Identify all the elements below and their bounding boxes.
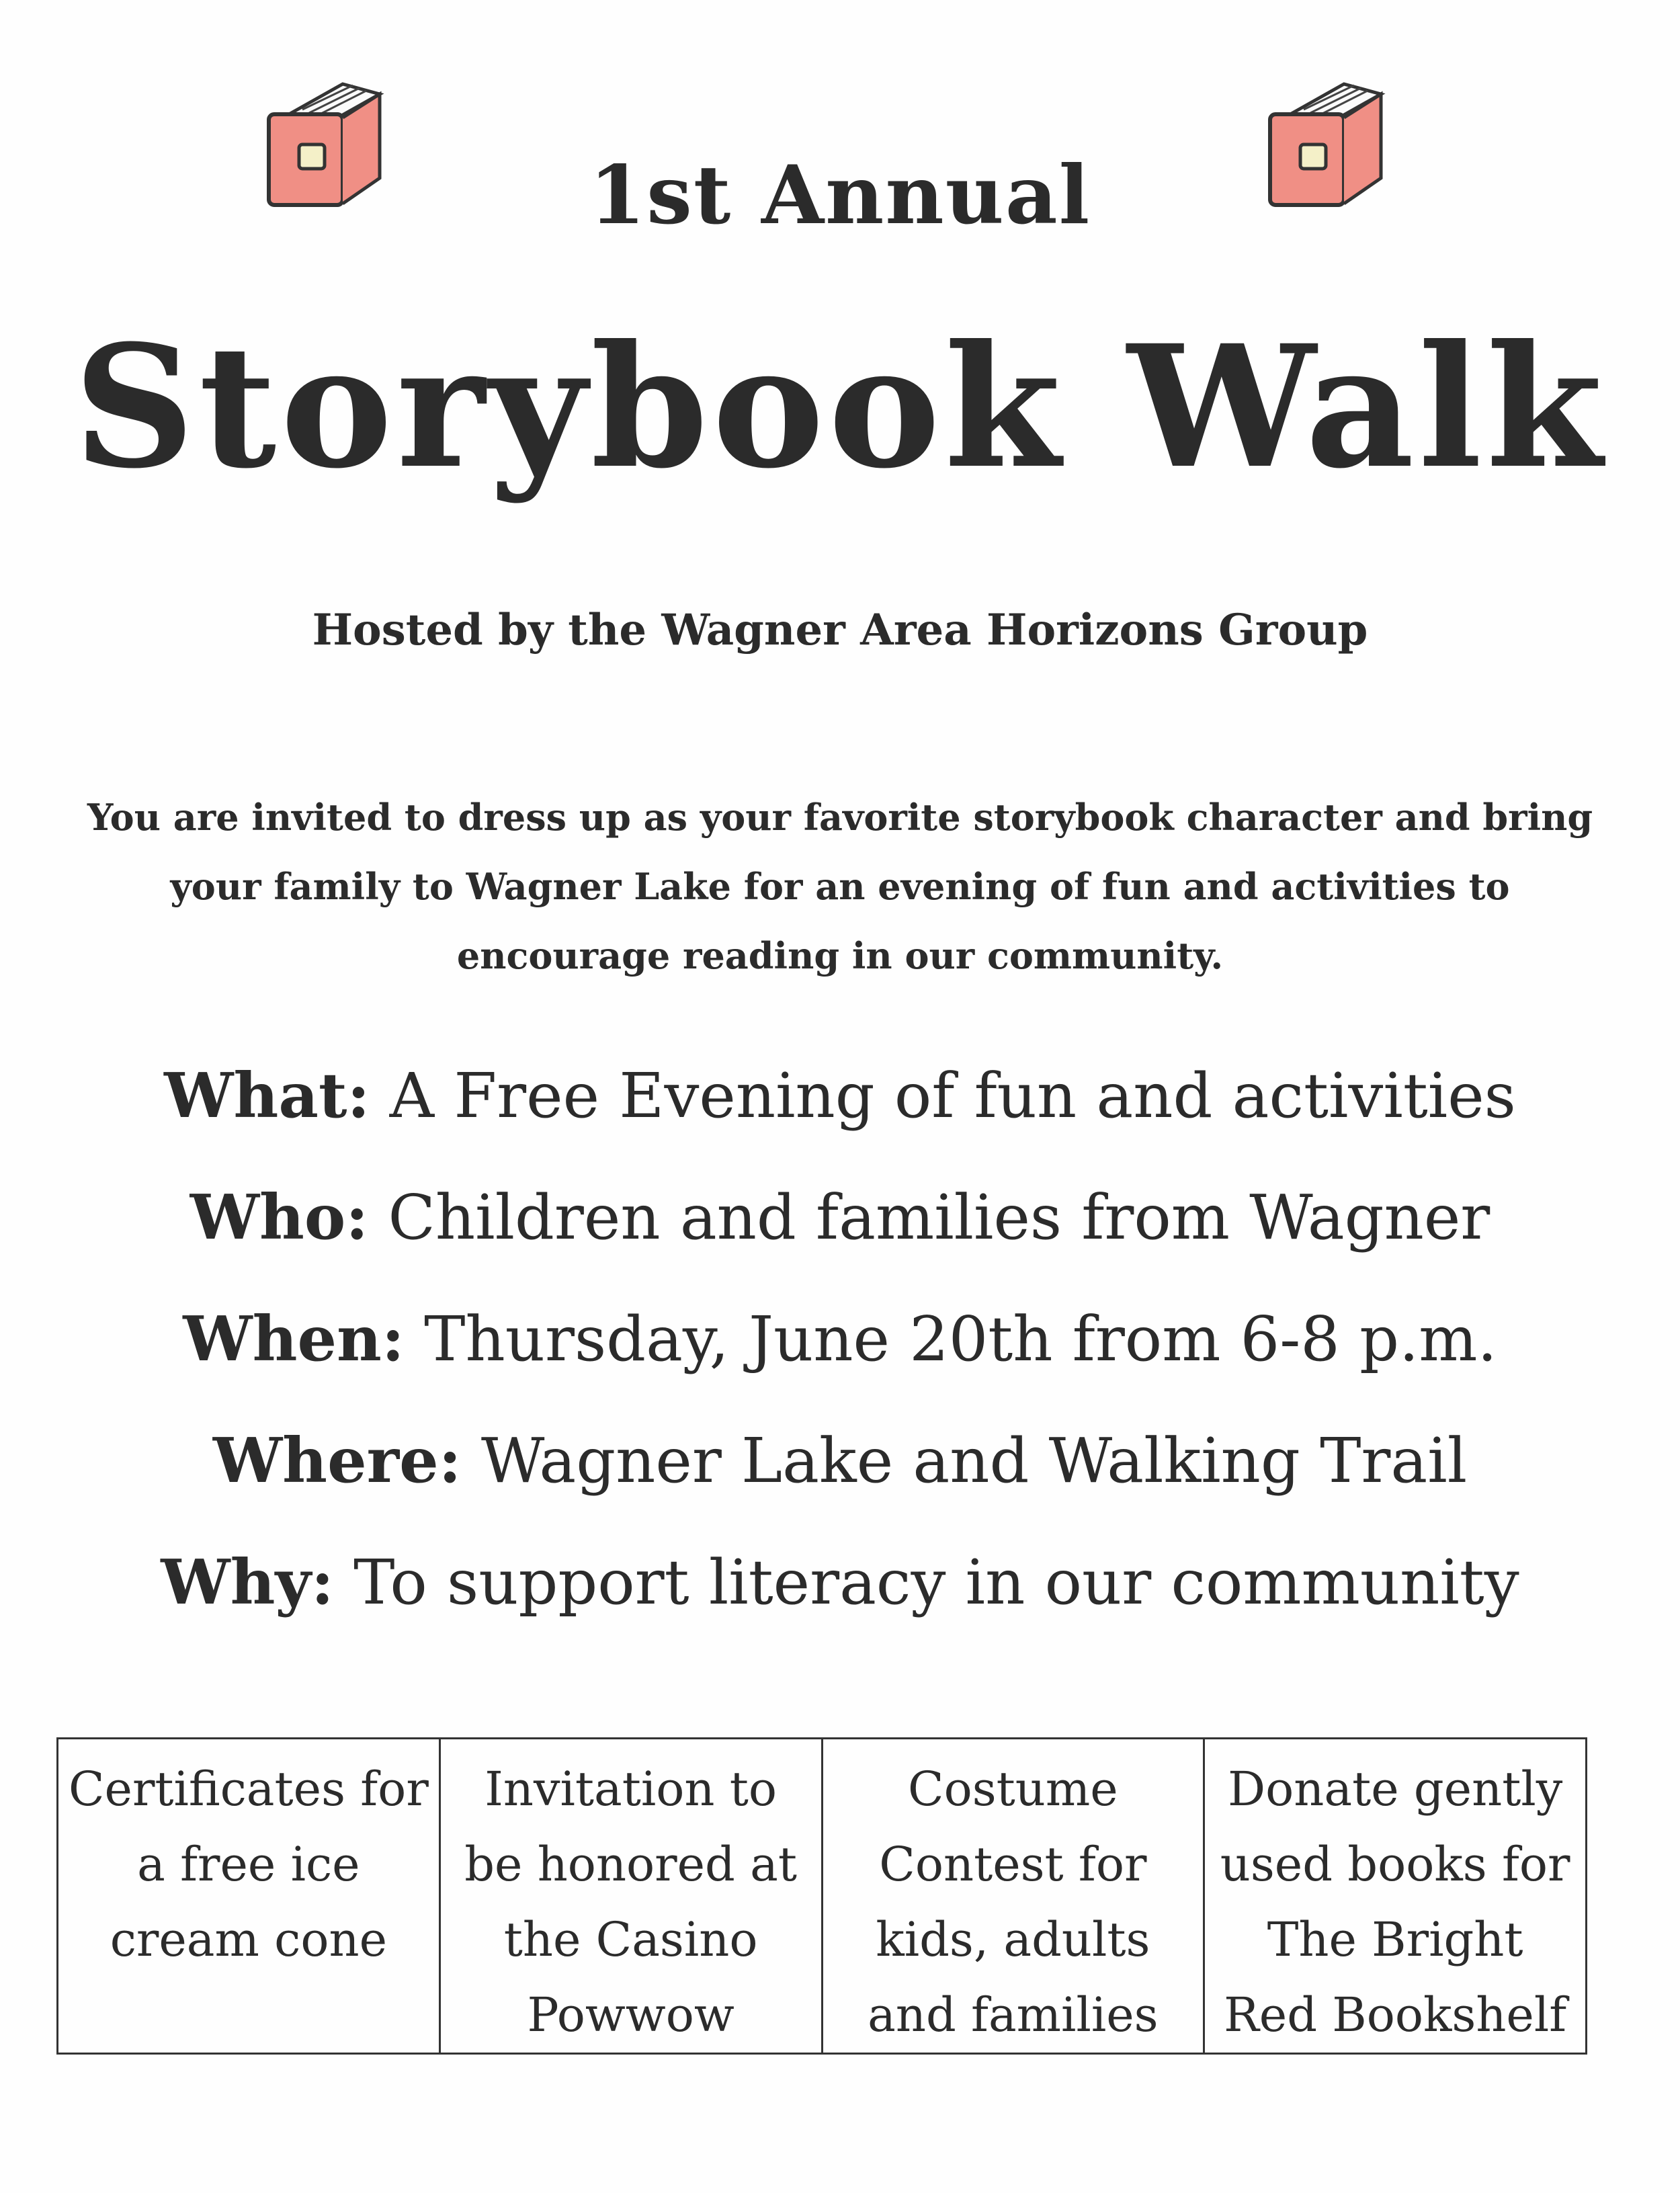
detail-value: A Free Evening of fun and activities <box>389 1060 1516 1132</box>
detail-label: What: <box>164 1059 370 1132</box>
host-line: Hosted by the Wagner Area Horizons Group <box>312 605 1368 655</box>
perks-row <box>58 1739 1587 2054</box>
detail-value: To support literacy in our community <box>353 1546 1519 1618</box>
perk-cell: Costume Contest for kids, adults and families <box>822 1739 1204 2054</box>
invitation-paragraph: You are invited to dress up as your favorite storybook character and bring your family to Wagner Lake for an evening of fun and activities to encourage reading in our community. <box>87 796 1593 977</box>
detail-value: Thursday, June 20th from 6-8 p.m. <box>424 1303 1497 1375</box>
detail-when <box>0 1278 1680 1400</box>
detail-what <box>0 1035 1680 1157</box>
perk-cell: Certificates for a free ice cream cone <box>58 1739 440 2054</box>
event-title: Storybook Walk <box>73 308 1607 505</box>
detail-where <box>0 1400 1680 1522</box>
detail-value: Wagner Lake and Walking Trail <box>480 1425 1468 1497</box>
detail-who <box>0 1157 1680 1278</box>
perks-table <box>56 1737 1587 2055</box>
detail-why <box>0 1522 1680 1643</box>
detail-label: Why: <box>161 1546 334 1618</box>
detail-label: When: <box>183 1302 405 1375</box>
event-kicker: 1st Annual <box>589 148 1091 243</box>
perk-cell: Donate gently used books for The Bright Red Bookshelf <box>1204 1739 1587 2054</box>
detail-label: Where: <box>212 1424 462 1497</box>
detail-value: Children and families from Wagner <box>388 1182 1490 1253</box>
perk-cell: Invitation to be honored at the Casino Powwow <box>439 1739 822 2054</box>
detail-label: Who: <box>190 1181 369 1253</box>
event-details <box>0 1035 1680 1643</box>
